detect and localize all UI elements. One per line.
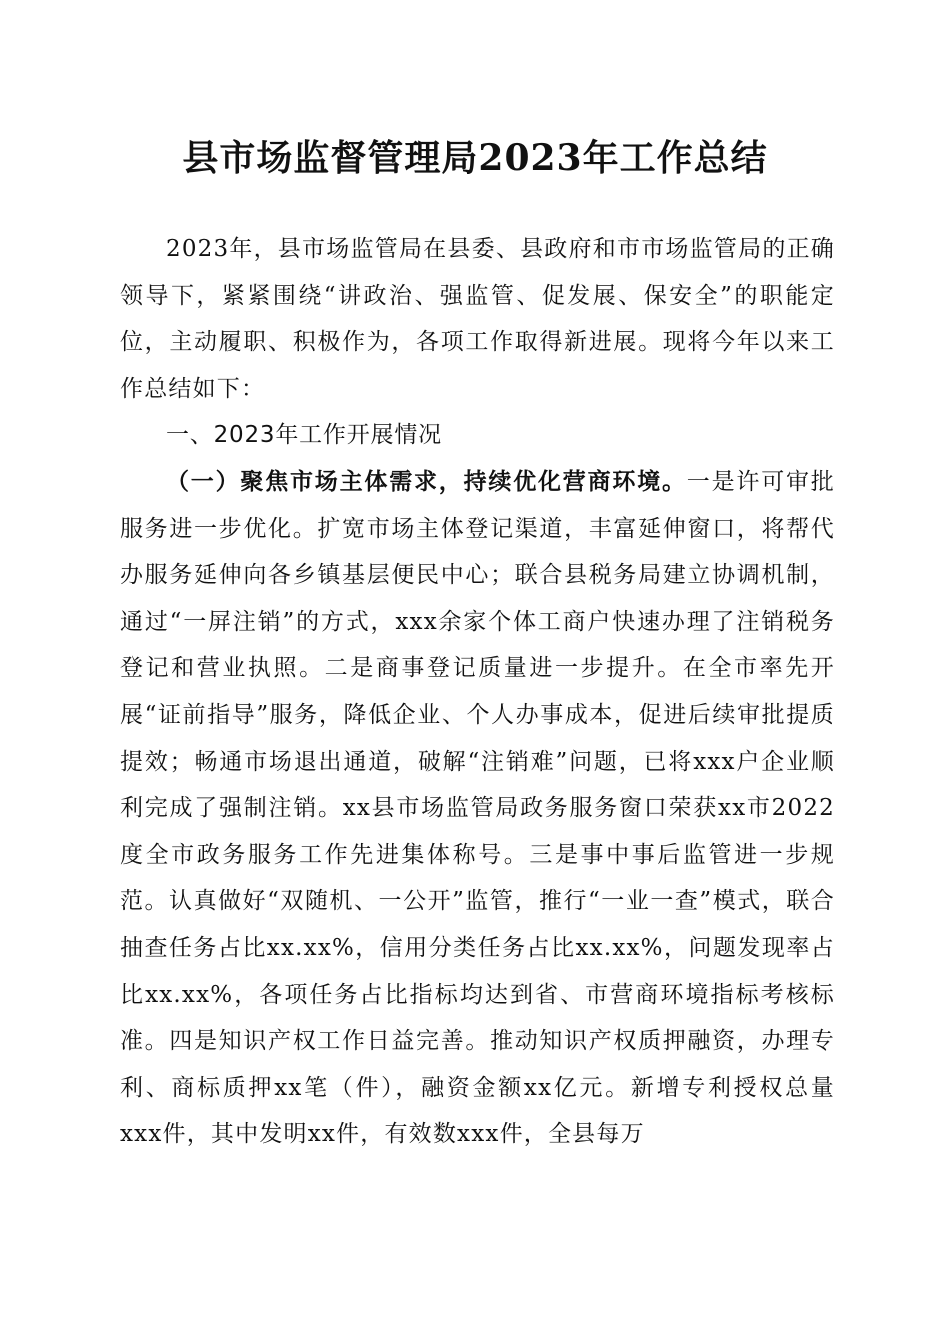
intro-paragraph: 2023年，县市场监管局在县委、县政府和市市场监管局的正确领导下，紧紧围绕“讲政治、强监管、促发展、保安全”的职能定位，主动履职、积极作为，各项工作取得新进展。现将今年以来工作总结如下： (120, 236, 835, 402)
subsection-paragraph-1 (120, 459, 835, 1158)
document-body (120, 226, 835, 1158)
subsection-heading-1: （一）聚焦市场主体需求，持续优化营商环境。 (166, 467, 687, 495)
section-heading-1: 一、2023年工作开展情况 (166, 422, 442, 449)
document-title: 县市场监督管理局2023年工作总结 (182, 137, 768, 179)
subsection-body-1: 一是许可审批服务进一步优化。扩宽市场主体登记渠道，丰富延伸窗口，将帮代办服务延伸向各乡镇基层便民中心；联合县税务局建立协调机制，通过“一屏注销”的方式，xxx余家个体工商户快速办理了注销税务登记和营业执照。二是商事登记质量进一步提升。在全市率先开展“证前指导”服务，降低企业、个人办事成本，促进后续审批提质提效；畅通市场退出通道，破解“注销难”问题，已将xxx户企业顺利完成了强制注销。xx县市场监管局政务服务窗口荣获xx市2022度全市政务服务工作先进集体称号。三是事中事后监管进一步规范。认真做好“双随机、一公开”监管，推行“一业一查”模式，联合抽查任务占比xx.xx%，信用分类任务占比xx.xx%，问题发现率占比xx.xx%，各项任务占比指标均达到省、市营商环境指标考核标准。四是知识产权工作日益完善。推动知识产权质押融资，办理专利、商标质押xx笔（件），融资金额xx亿元。新增专利授权总量xxx件，其中发明xx件，有效数xxx件，全县每万 (120, 468, 835, 1148)
